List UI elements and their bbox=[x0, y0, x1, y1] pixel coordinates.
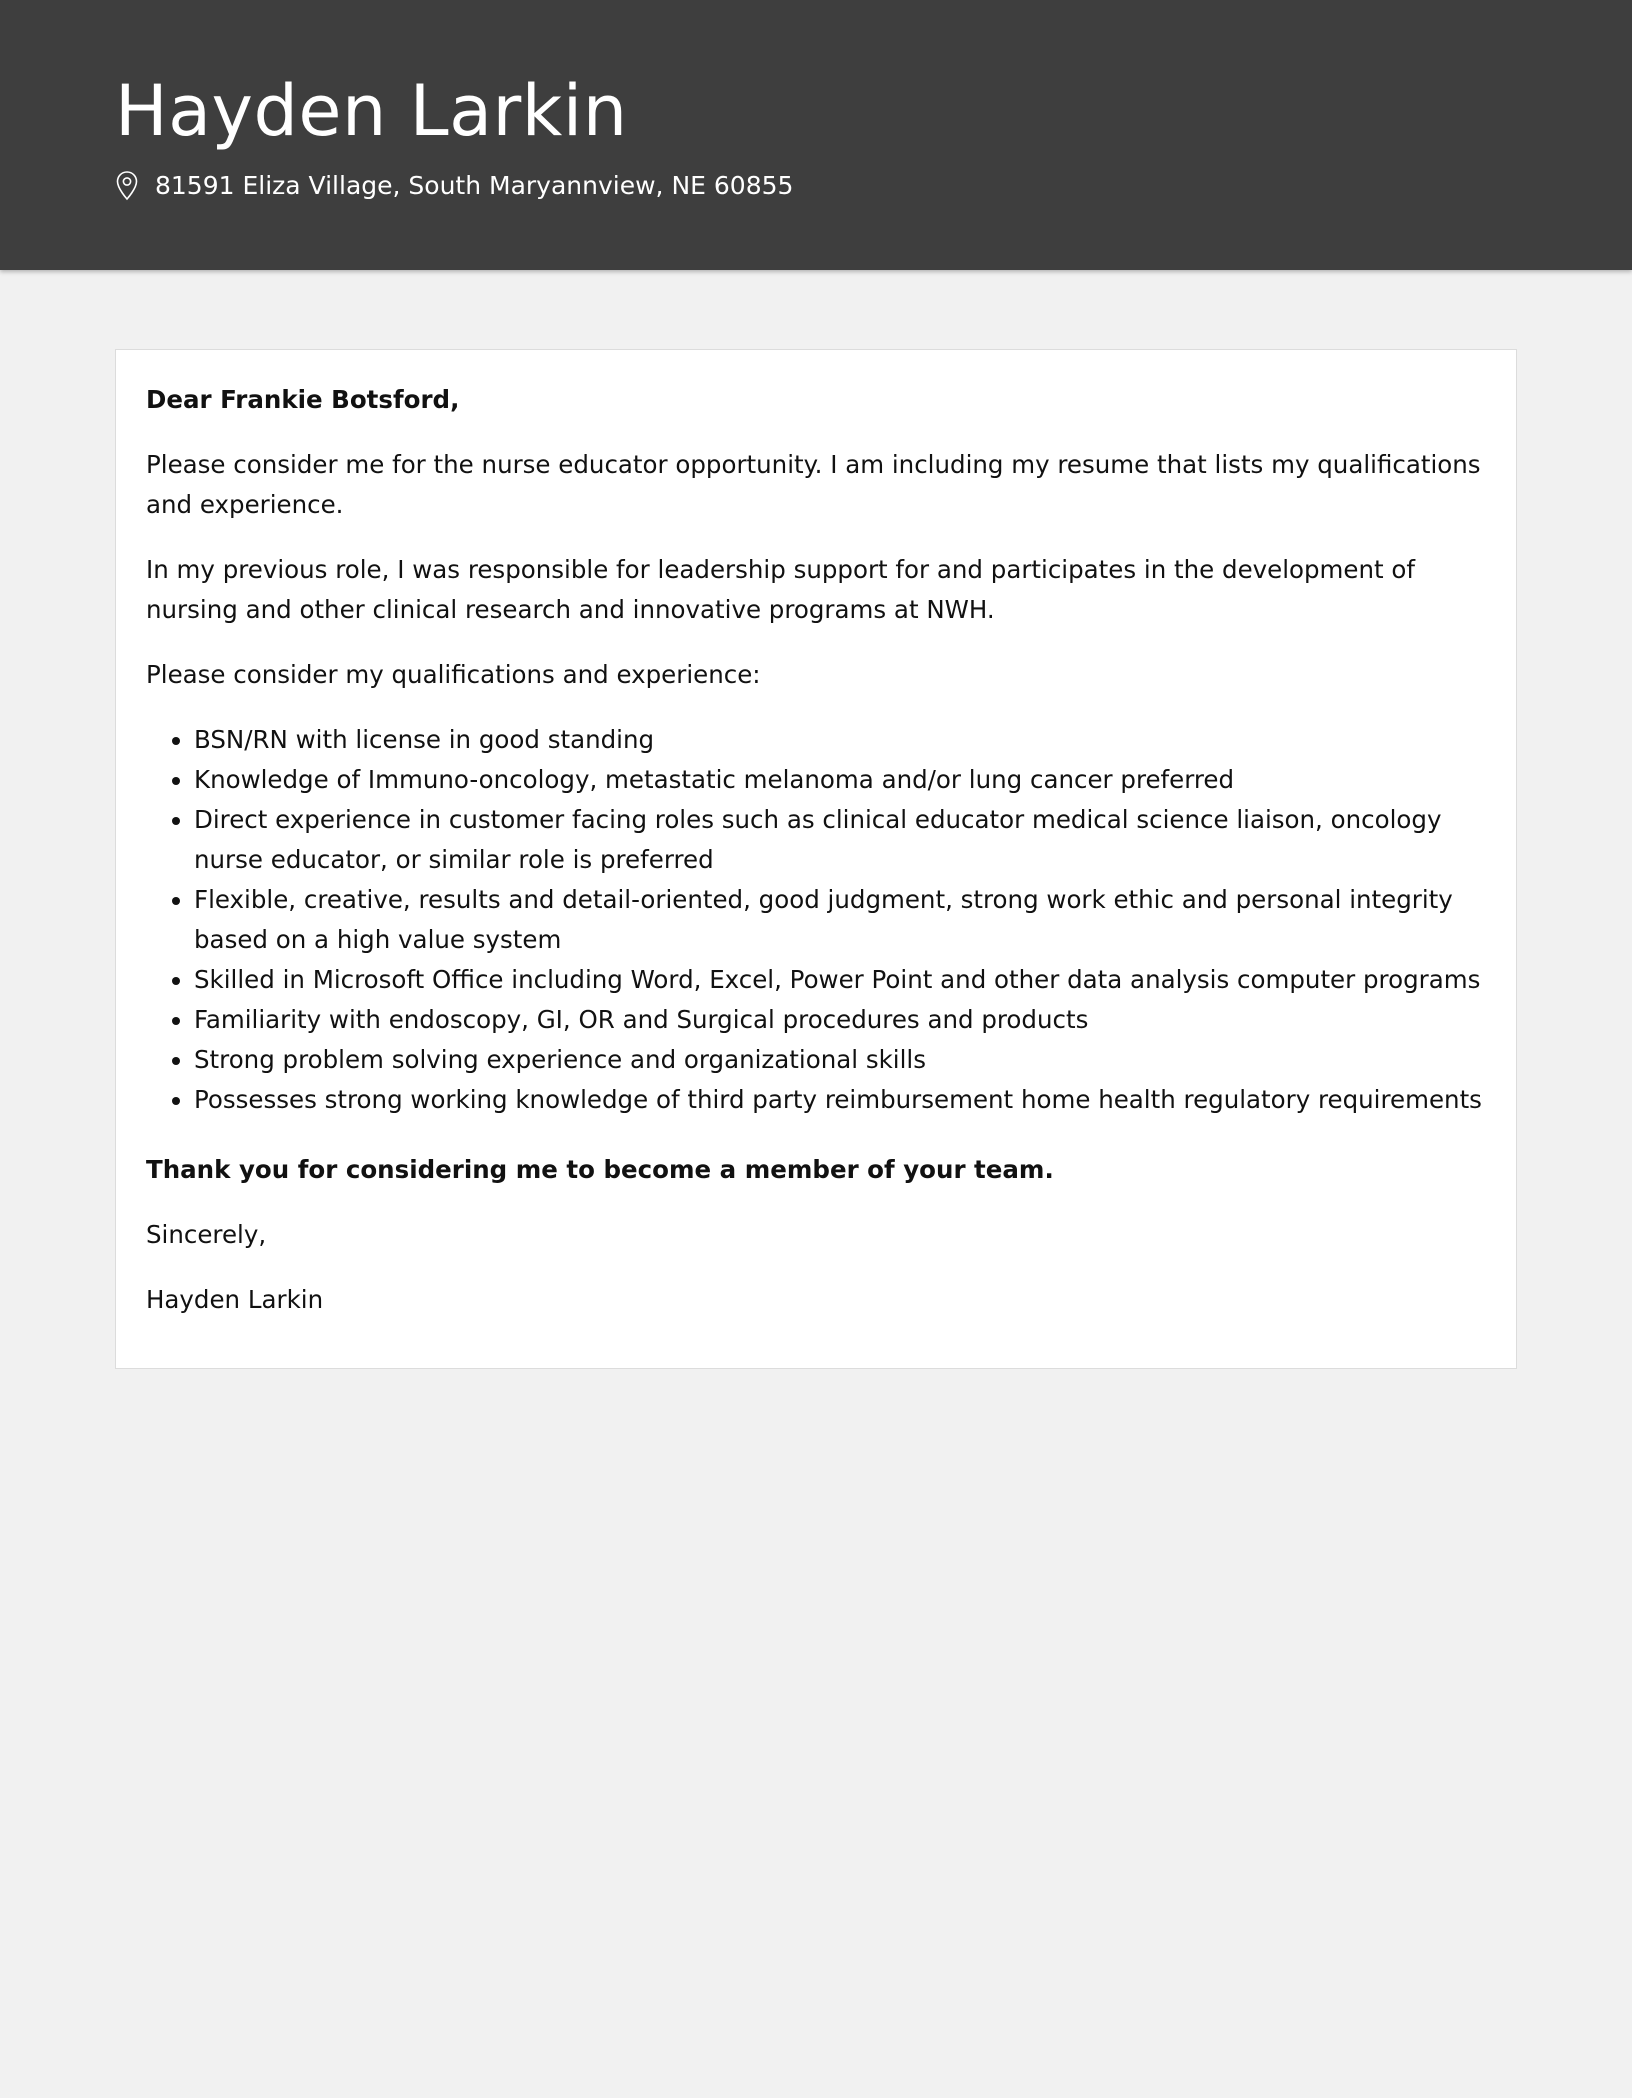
list-item: • Familiarity with endoscopy, GI, OR and Surgical procedures and products bbox=[194, 1000, 1486, 1040]
address-row bbox=[115, 166, 793, 206]
map-pin-icon bbox=[115, 170, 139, 202]
previous-role-paragraph: In my previous role, I was responsible for leadership support for and participates in the development of nursing and other clinical research and innovative programs at NWH. bbox=[146, 555, 1416, 624]
applicant-name: Hayden Larkin bbox=[115, 70, 628, 152]
list-item: • BSN/RN with license in good standing bbox=[194, 720, 1486, 760]
list-item: • Flexible, creative, results and detail-oriented, good judgment, strong work ethic and personal integrity based on a high value system bbox=[194, 880, 1486, 960]
letter-body bbox=[115, 349, 1517, 1369]
address-text: 81591 Eliza Village, South Maryannview, NE 60855 bbox=[155, 171, 794, 200]
list-item: • Strong problem solving experience and organizational skills bbox=[194, 1040, 1486, 1080]
thank-you-line: Thank you for considering me to become a member of your team. bbox=[146, 1155, 1054, 1184]
salutation: Dear Frankie Botsford, bbox=[146, 385, 460, 414]
closing: Sincerely, bbox=[146, 1220, 267, 1249]
list-item: • Knowledge of Immuno-oncology, metastatic melanoma and/or lung cancer preferred bbox=[194, 760, 1486, 800]
list-item: • Direct experience in customer facing roles such as clinical educator medical science liaison, oncology nurse educator, or similar role is preferred bbox=[194, 800, 1486, 880]
header-banner bbox=[0, 0, 1632, 270]
intro-paragraph: Please consider me for the nurse educator opportunity. I am including my resume that lists my qualifications and experience. bbox=[146, 450, 1481, 519]
list-item: • Skilled in Microsoft Office including Word, Excel, Power Point and other data analysis computer programs bbox=[194, 960, 1486, 1000]
list-item: • Possesses strong working knowledge of third party reimbursement home health regulatory requirements bbox=[194, 1080, 1486, 1120]
qualifications-intro: Please consider my qualifications and experience: bbox=[146, 660, 761, 689]
signature: Hayden Larkin bbox=[146, 1285, 324, 1314]
qualifications-list bbox=[146, 720, 1486, 1120]
